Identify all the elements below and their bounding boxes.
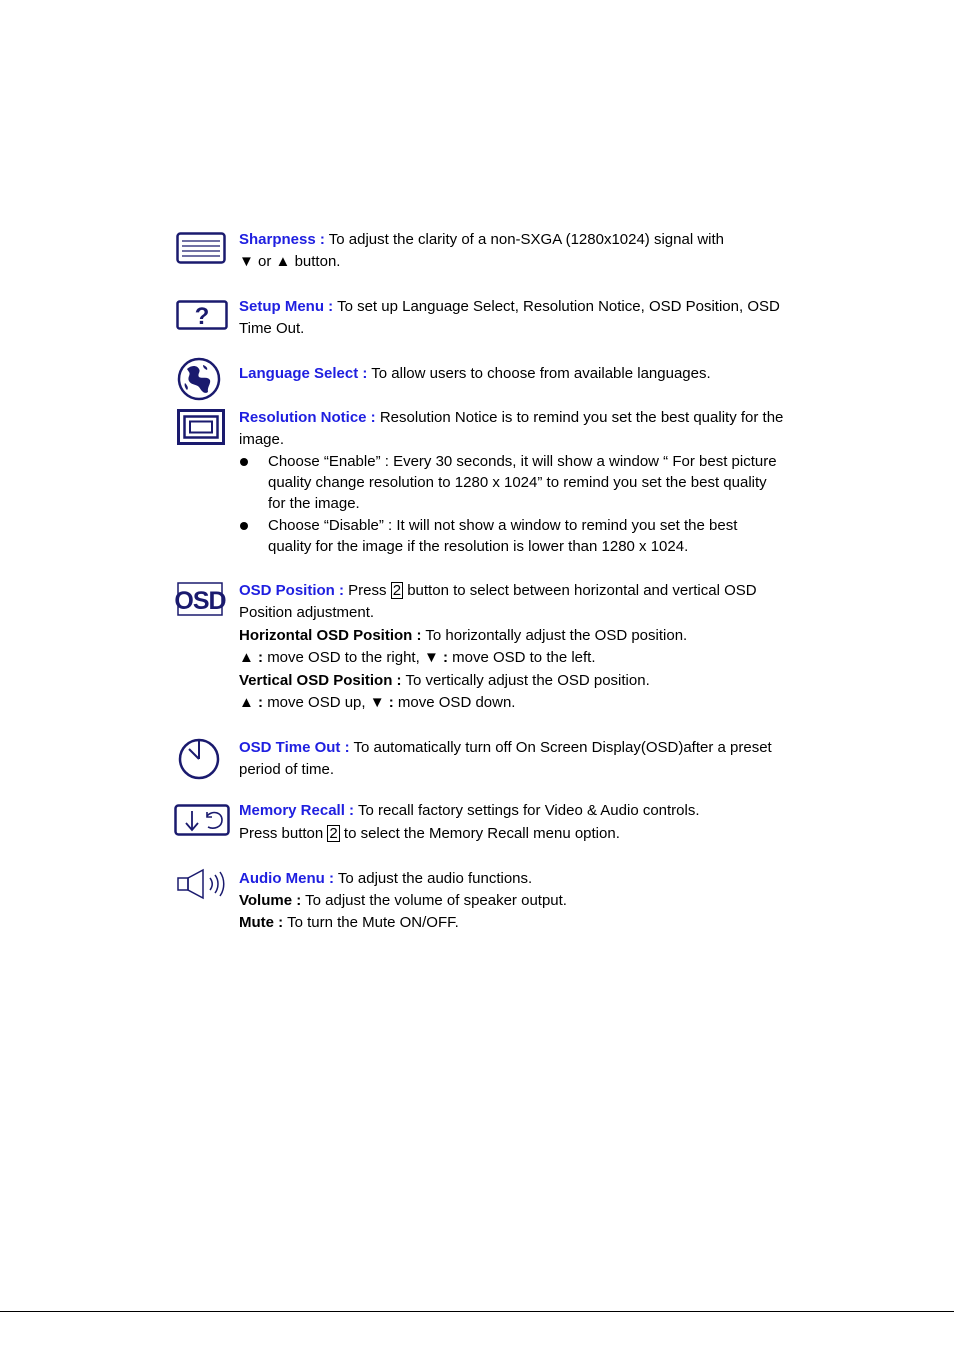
down-arrow-key: ▼ : <box>369 694 394 711</box>
setup-menu-term: Setup Menu : <box>239 298 334 315</box>
language-select-text <box>239 363 784 385</box>
list-item <box>239 515 784 557</box>
vertical-osd-term: Vertical OSD Position : <box>239 672 402 689</box>
osd-position-press: Press <box>348 582 387 599</box>
resolution-frame-icon <box>177 409 225 445</box>
h-down-desc: move OSD to the left. <box>452 649 596 666</box>
v-up-desc: move OSD up, <box>267 694 366 711</box>
memory-recall-term: Memory Recall : <box>239 802 355 819</box>
sharpness-icon <box>176 232 226 264</box>
sharpness-term: Sharpness : <box>239 231 325 248</box>
svg-text:?: ? <box>194 303 210 330</box>
osd-icon-label: OSD <box>174 587 226 615</box>
resolution-notice-text <box>239 407 784 557</box>
question-mark-icon <box>176 300 228 330</box>
setup-menu-desc: To set up Language Select, Resolution Notice, OSD Position, OSD Time Out. <box>239 298 780 337</box>
osd-timeout-desc: To automatically turn off On Screen Display(OSD)after a preset period of time. <box>239 739 772 778</box>
memory-recall-press: Press button <box>239 825 324 842</box>
up-arrow-symbol: ▲ <box>275 253 291 270</box>
mute-term: Mute : <box>239 914 284 931</box>
osd-icon <box>174 582 226 616</box>
vertical-osd-desc: To vertically adjust the OSD position. <box>405 672 650 689</box>
down-arrow-symbol: ▼ <box>239 253 254 270</box>
enable-option-text: Choose “Enable” : Every 30 seconds, it will show a window “ For best picture quality change resolution to 1280 x 1024” to remind you set the best quality for the image. <box>268 453 777 512</box>
language-select-desc: To allow users to choose from available languages. <box>371 365 711 382</box>
or-text: or <box>258 253 272 270</box>
button-text: button. <box>294 253 341 270</box>
memory-recall-text <box>239 800 784 845</box>
bullet-icon <box>240 522 248 530</box>
audio-menu-term: Audio Menu : <box>239 870 334 887</box>
osd-position-desc: button to select between horizontal and vertical OSD Position adjustment. <box>239 582 757 621</box>
v-down-desc: move OSD down. <box>397 694 516 711</box>
globe-icon <box>177 357 221 401</box>
language-select-term: Language Select : <box>239 365 368 382</box>
memory-recall-desc: To recall factory settings for Video & Audio controls. <box>357 802 700 819</box>
footer-divider <box>0 1311 954 1312</box>
osd-position-term: OSD Position : <box>239 582 344 599</box>
clock-icon <box>177 737 221 781</box>
resolution-notice-term: Resolution Notice : <box>239 409 376 426</box>
horizontal-osd-term: Horizontal OSD Position : <box>239 627 422 644</box>
recall-icon <box>174 804 230 836</box>
audio-menu-desc: To adjust the audio functions. <box>337 870 533 887</box>
volume-term: Volume : <box>239 892 302 909</box>
button-2-label: 2 <box>329 825 338 842</box>
mute-desc: To turn the Mute ON/OFF. <box>287 914 459 931</box>
up-arrow-key: ▲ : <box>239 694 264 711</box>
resolution-notice-desc: Resolution Notice is to remind you set the best quality for the image. <box>239 409 784 448</box>
audio-menu-text <box>239 868 784 934</box>
sharpness-desc: To adjust the clarity of a non-SXGA (1280x1024) signal with <box>328 231 725 248</box>
osd-timeout-term: OSD Time Out : <box>239 739 350 756</box>
down-arrow-key: ▼ : <box>423 649 448 666</box>
sharpness-text <box>239 229 784 273</box>
speaker-icon <box>177 869 233 899</box>
volume-desc: To adjust the volume of speaker output. <box>305 892 567 909</box>
list-item <box>239 451 784 514</box>
resolution-notice-options <box>239 451 784 557</box>
memory-recall-desc2: to select the Memory Recall menu option. <box>343 825 620 842</box>
osd-timeout-text <box>239 737 784 781</box>
disable-option-text: Choose “Disable” : It will not show a window to remind you set the best quality for the image if the resolution is lower than 1280 x 1024. <box>268 517 738 555</box>
button-2-label: 2 <box>392 582 402 599</box>
up-arrow-key: ▲ : <box>239 649 264 666</box>
osd-position-text <box>239 580 784 714</box>
horizontal-osd-desc: To horizontally adjust the OSD position. <box>425 627 688 644</box>
h-up-desc: move OSD to the right, <box>267 649 420 666</box>
bullet-icon <box>240 458 248 466</box>
setup-menu-text <box>239 296 784 340</box>
